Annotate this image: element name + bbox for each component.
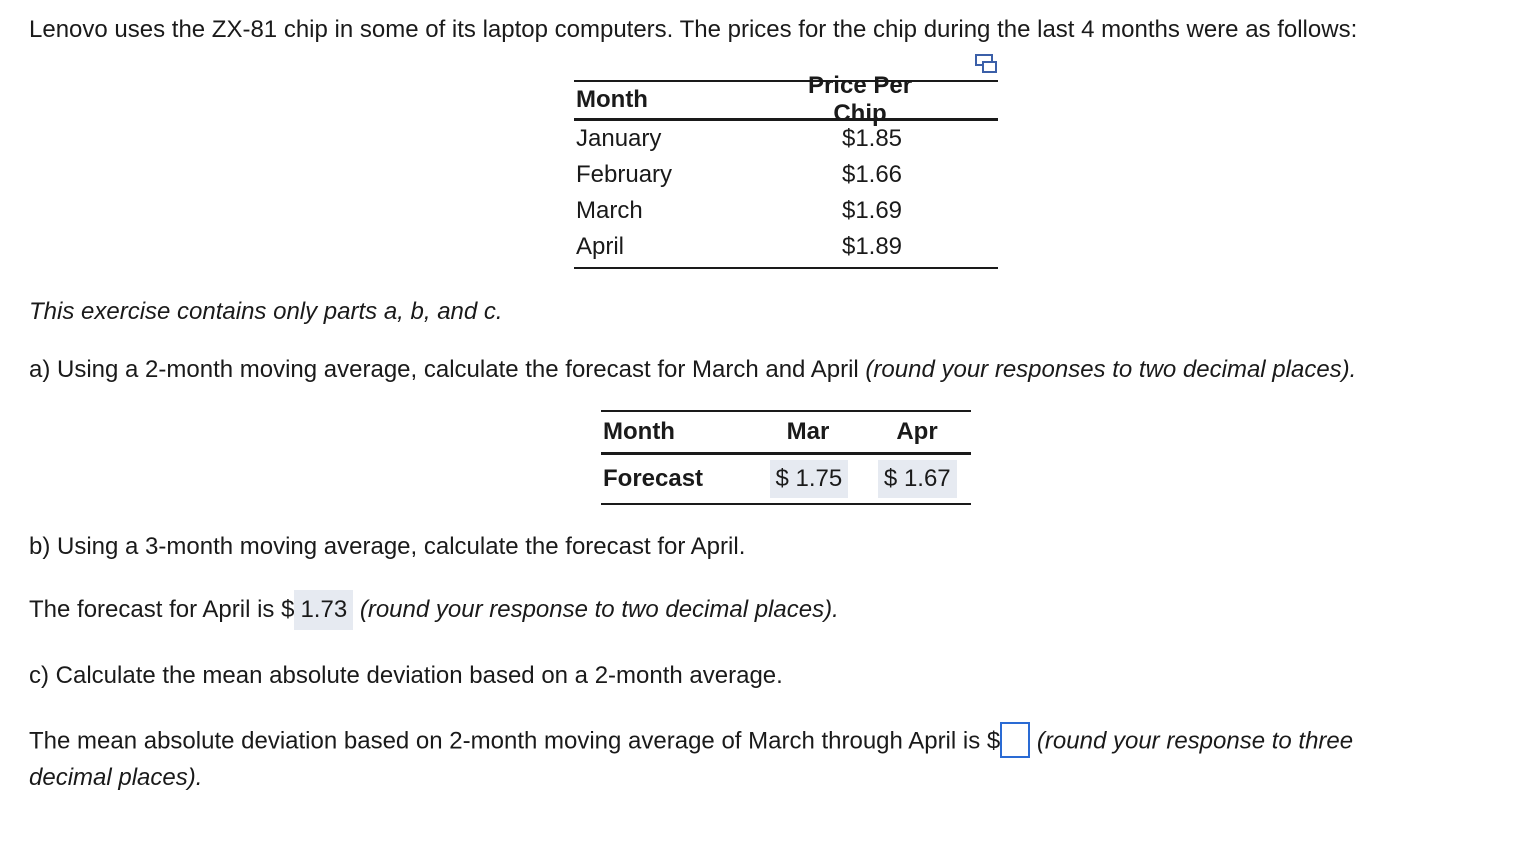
forecast-apr-answer[interactable]: $ 1.67 — [878, 460, 957, 498]
part-b-question: b) Using a 3-month moving average, calculate the forecast for April. — [29, 533, 746, 560]
forecast-table — [601, 410, 971, 505]
header-price: Price Per Chip — [807, 72, 913, 127]
part-c-prefix: The mean absolute deviation based on 2-month moving average of March through April is $ — [29, 727, 1001, 755]
part-a-question-text: a) Using a 2-month moving average, calculate the forecast for March and April — [29, 356, 859, 383]
part-b-answer[interactable]: 1.73 — [294, 590, 353, 630]
header-month: Month — [576, 86, 648, 113]
table-row — [574, 157, 998, 193]
price-cell: $1.85 — [841, 125, 903, 152]
forecast-mar-answer[interactable]: $ 1.75 — [770, 460, 849, 498]
month-cell: February — [576, 161, 673, 188]
part-b-answer-line — [29, 590, 839, 630]
forecast-row — [601, 455, 971, 503]
part-c-hint: (round your response to three — [1036, 727, 1354, 755]
price-table-header — [574, 72, 998, 127]
forecast-mar-cell — [754, 460, 863, 498]
part-c-question: c) Calculate the mean absolute deviation based on a 2-month average. — [29, 662, 783, 689]
part-c-answer-line — [29, 726, 1353, 758]
forecast-label: Forecast — [603, 465, 704, 492]
forecast-apr-cell — [864, 460, 971, 498]
price-cell: $1.89 — [841, 233, 903, 260]
month-cell: March — [576, 197, 643, 224]
month-cell: January — [576, 125, 662, 152]
parts-note: This exercise contains only parts a, b, and c. — [29, 298, 503, 325]
header-month: Month — [603, 418, 675, 445]
part-c-hint-cont: decimal places). — [29, 764, 203, 791]
part-b-prefix: The forecast for April is $ — [29, 596, 295, 623]
table-row — [574, 229, 998, 265]
part-b-hint: (round your response to two decimal places). — [359, 596, 839, 623]
header-mar: Mar — [786, 418, 830, 445]
mad-answer-input[interactable] — [1000, 722, 1030, 758]
price-table — [574, 72, 998, 269]
header-apr: Apr — [896, 418, 938, 445]
forecast-table-header — [601, 412, 971, 455]
price-cell: $1.69 — [841, 197, 903, 224]
intro-text: Lenovo uses the ZX-81 chip in some of its laptop computers. The prices for the chip during the last 4 months were as follows: — [29, 16, 1358, 43]
table-row — [574, 121, 998, 157]
month-cell: April — [576, 233, 625, 260]
table-row — [574, 193, 998, 229]
price-cell: $1.66 — [841, 161, 903, 188]
part-a-question — [29, 356, 1356, 384]
part-a-hint: (round your responses to two decimal places). — [865, 356, 1357, 383]
